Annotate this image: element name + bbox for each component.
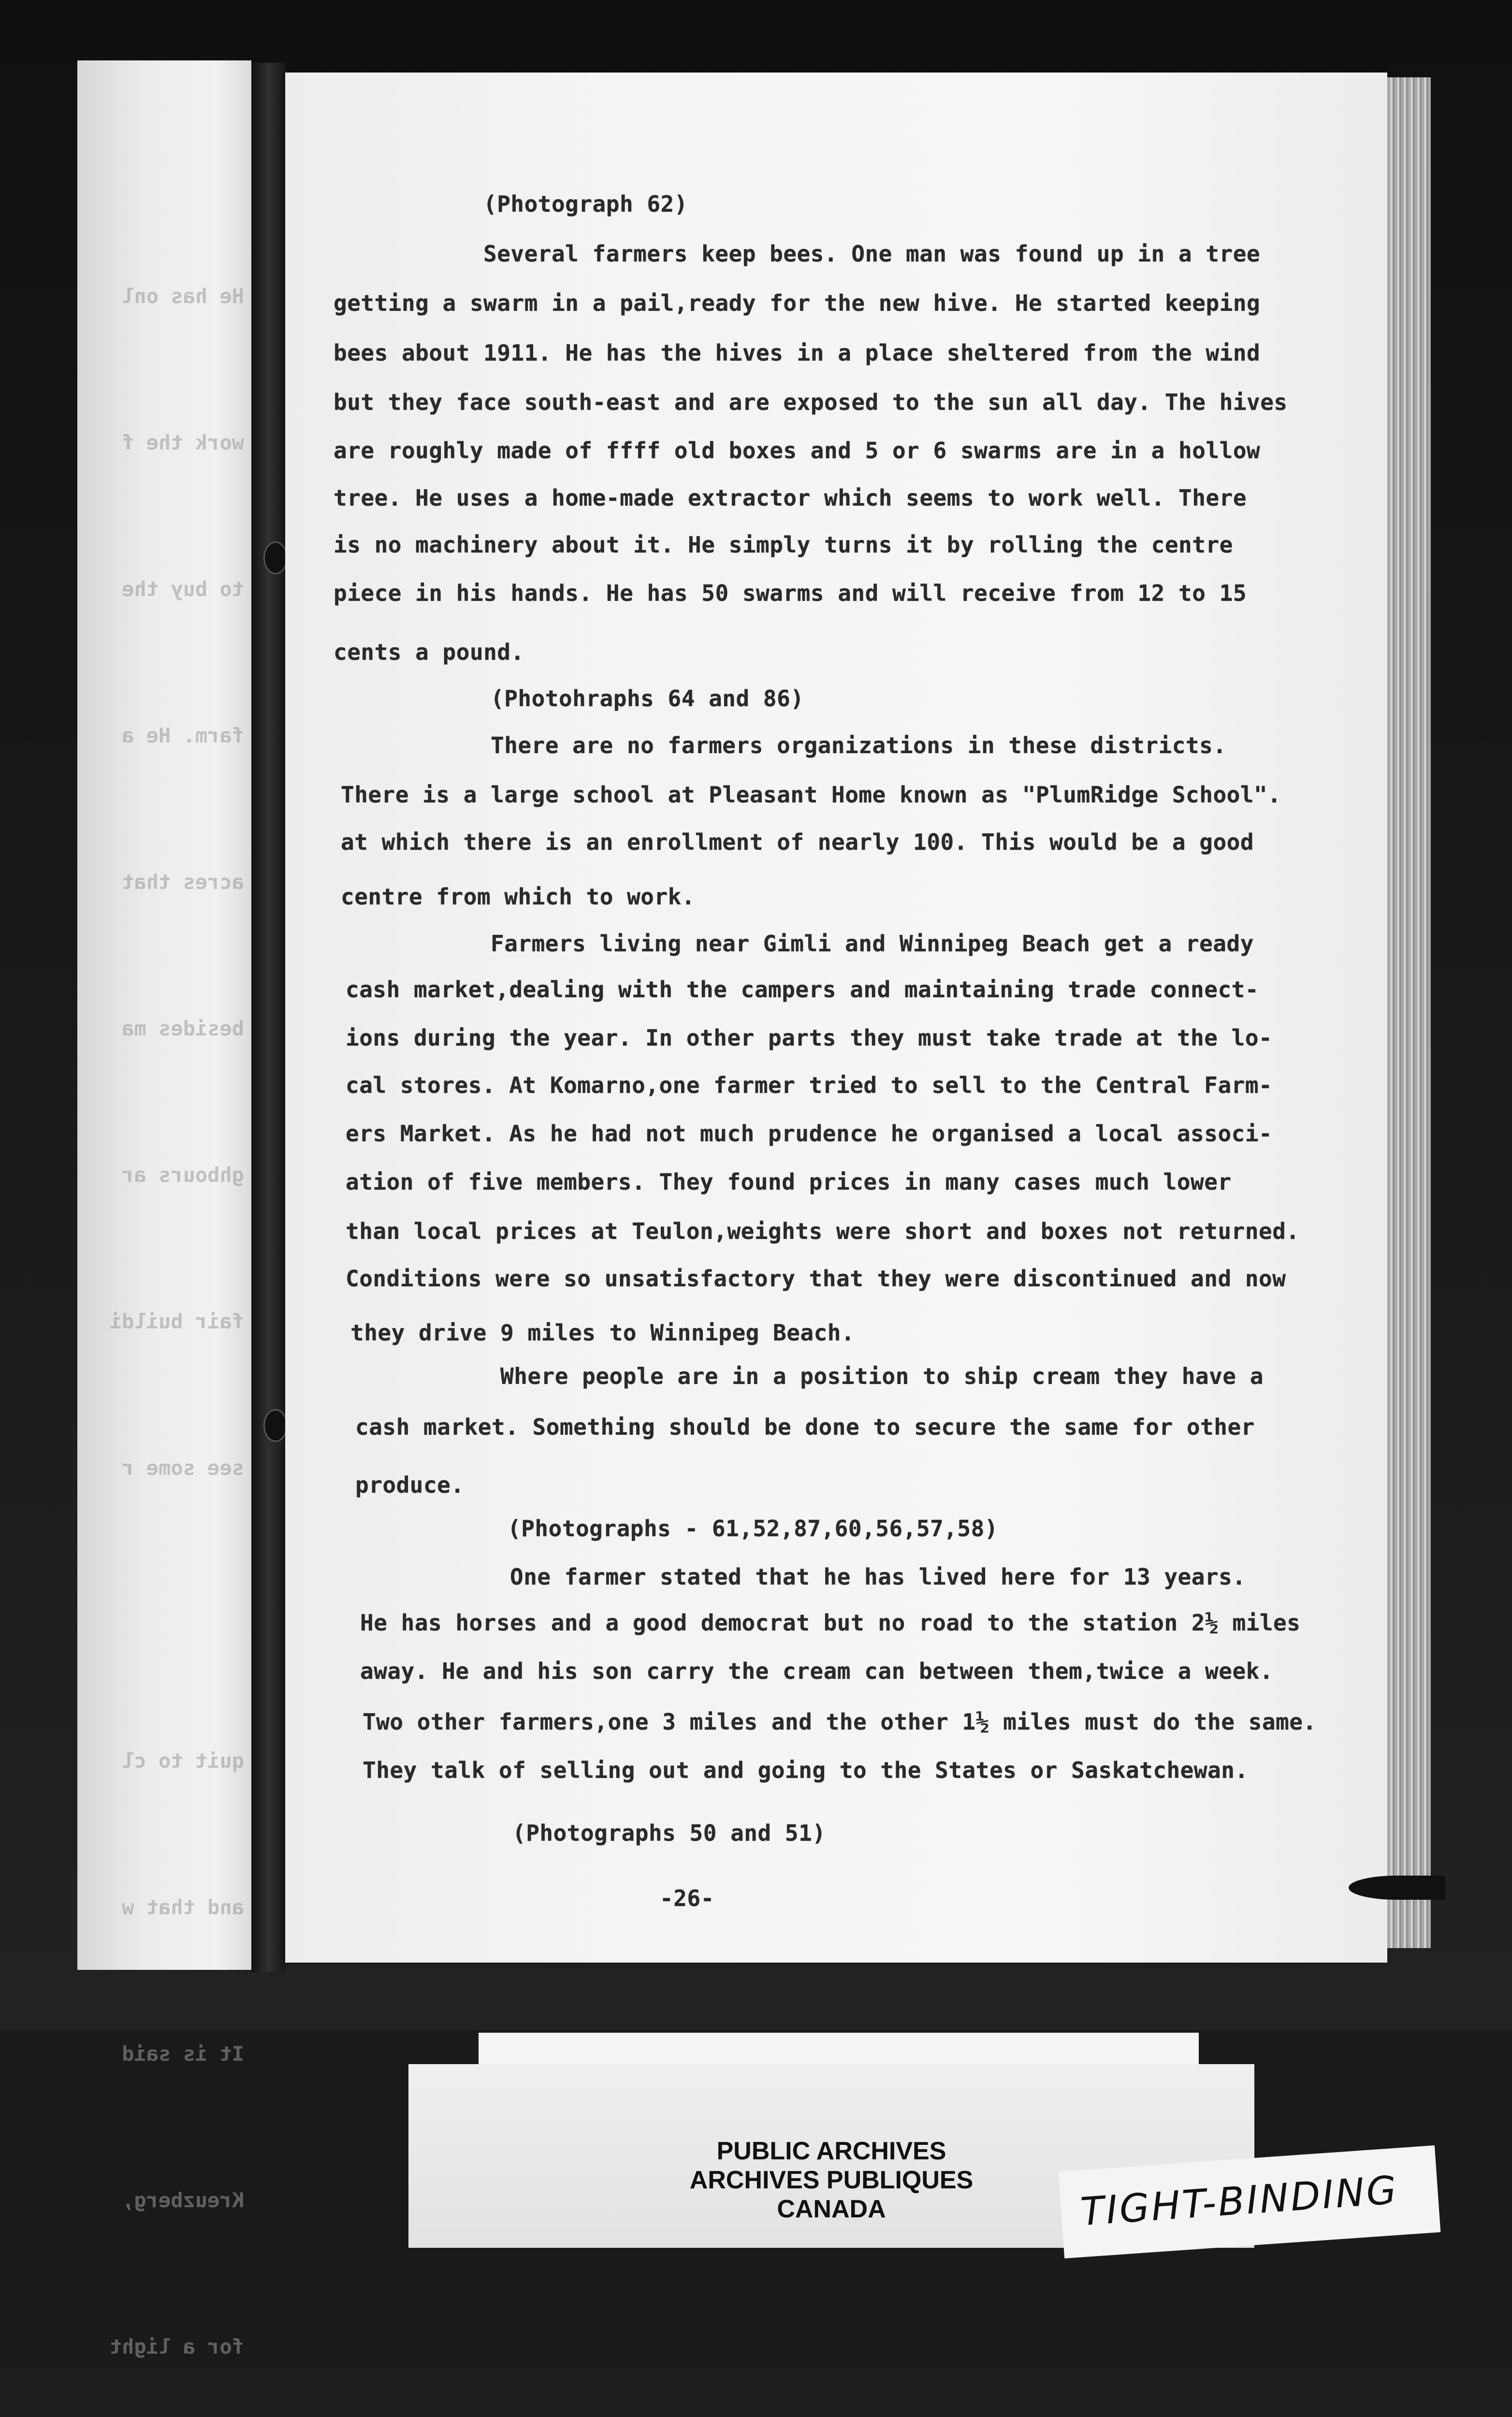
tight-binding-text: TIGHT-BINDING [1079,2167,1400,2235]
text-line: cents a pound. [334,639,524,665]
text-line: Two other farmers,one 3 miles and the other 1½ miles must do the same. [363,1709,1317,1735]
text-line: cal stores. At Komarno,one farmer tried to sell to the Central Farm- [346,1072,1273,1098]
bleed-line [85,1590,244,1639]
text-line: He has horses and a good democrat but no road to the station 2½ miles [360,1610,1301,1636]
binder-hole [263,541,288,574]
facing-page [77,60,251,2359]
text-line: Several farmers keep bees. One man was found up in a tree [483,241,1261,267]
photo-reference: (Photographs - 61,52,87,60,56,57,58) [508,1515,998,1542]
bleed-line: It is said [122,2042,244,2066]
archives-name-fr: ARCHIVES PUBLIQUES [689,2166,974,2194]
binding-gutter [251,63,285,1972]
text-line: piece in his hands. He has 50 swarms and will receive from 12 to 15 [334,580,1247,606]
text-line: they drive 9 miles to Winnipeg Beach. [350,1320,855,1346]
text-line: Conditions were so unsatisfactory that they were discontinued and now [346,1266,1286,1292]
bleed-line: work the f [122,431,244,454]
page-edge-shadow [1349,1876,1445,1900]
bleed-line: to buy the [122,577,244,601]
text-line: at which there is an enrollment of nearly 100. This would be a good [341,829,1254,855]
text-line: cash market,dealing with the campers and maintaining trade connect- [346,976,1259,1003]
text-line: Where people are in a position to ship cream they have a [500,1363,1264,1389]
photo-reference: (Photohraphs 64 and 86) [491,685,804,712]
text-line: than local prices at Teulon,weights were short and boxes not returned. [346,1218,1300,1244]
text-line: ers Market. As he had not much prudence he organised a local associ- [346,1121,1273,1147]
text-line: One farmer stated that he has lived here for 13 years. [510,1564,1246,1590]
page-number: -26- [660,1885,714,1911]
text-line: tree. He uses a home-made extractor which seems to work well. There [334,485,1247,511]
text-line: They talk of selling out and going to the States or Saskatchewan. [363,1757,1249,1783]
text-line: is no machinery about it. He simply turns it by rolling the centre [334,532,1233,558]
bleed-line: ghbours ar [122,1163,244,1187]
bleed-line: He has onl [122,284,244,308]
text-line: cash market. Something should be done to secure the same for other [355,1414,1255,1440]
bleed-line: fair buildi [109,1310,244,1333]
archives-country: CANADA [777,2195,886,2223]
photo-reference: (Photograph 62) [483,191,688,217]
text-line: ation of five members. They found prices in many cases much lower [346,1169,1232,1195]
bleed-line: see some r [122,1456,244,1480]
bleed-line: Kreuzberg, [122,2188,244,2212]
bleed-line: farm. He a [122,724,244,747]
text-line: ions during the year. In other parts they must take trade at the lo- [346,1025,1273,1051]
text-line: There is a large school at Pleasant Home known as "PlumRidge School". [341,782,1281,808]
bleed-line: acres that [122,870,244,894]
text-line: produce. [355,1472,465,1498]
text-line: getting a swarm in a pail,ready for the new hive. He started keeping [334,290,1261,316]
bleed-line: quit to cl [122,1749,244,1773]
bleed-line: besides ma [122,1017,244,1040]
text-line: Farmers living near Gimli and Winnipeg Beach get a ready [491,931,1254,957]
text-line: bees about 1911. He has the hives in a place sheltered from the wind [334,340,1261,366]
page-stack-edges [1387,77,1431,1948]
bleed-line: for a light [109,2335,244,2359]
text-line: There are no farmers organizations in these districts. [491,732,1227,758]
text-line: but they face south-east and are exposed to the sun all day. The hives [334,389,1288,415]
text-line: are roughly made of ffff old boxes and 5 or 6 swarms are in a hollow [334,437,1261,464]
binder-hole [263,1409,288,1442]
photo-reference: (Photographs 50 and 51) [512,1820,826,1846]
text-line: away. He and his son carry the cream can between them,twice a week. [360,1658,1274,1684]
bleed-line: and that w [122,1895,244,1919]
facing-page-bleed-text [85,174,244,2417]
text-line: centre from which to work. [341,884,696,910]
archives-name-en: PUBLIC ARCHIVES [716,2137,946,2165]
